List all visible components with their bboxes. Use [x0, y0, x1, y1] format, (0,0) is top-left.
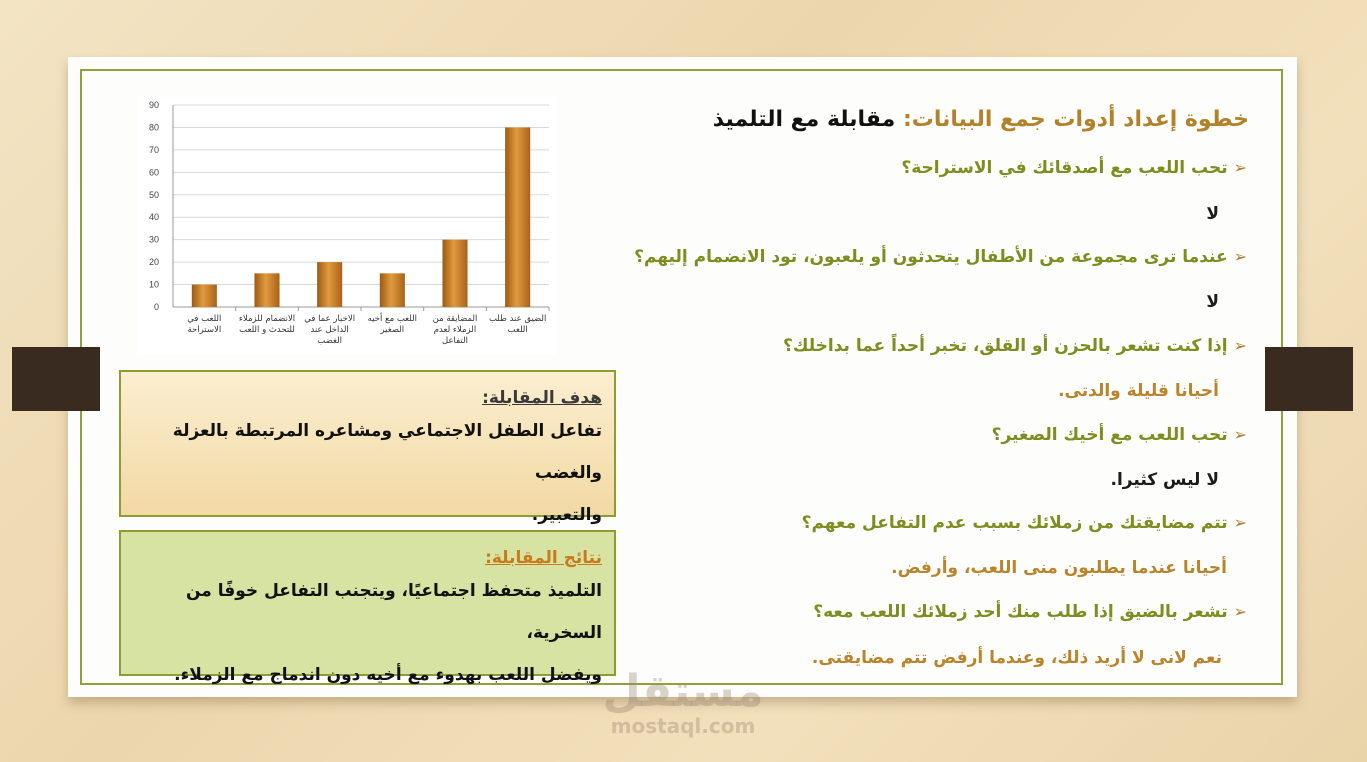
question-text: تتم مضايقتك من زملائك بسبب عدم التفاعل معهم؟	[801, 513, 1228, 533]
answer-1: لا	[1206, 204, 1219, 224]
question-text: عندما ترى مجموعة من الأطفال يتحدثون أو يلعبون، تود الانضمام إليهم؟	[634, 247, 1228, 267]
question-4	[992, 425, 1247, 445]
x-tick-label: الانضمام للزملاء	[238, 314, 296, 324]
results-title: نتائج المقابلة:	[485, 548, 602, 568]
arrow-bullet-icon: ➢	[1233, 602, 1247, 621]
results-box	[119, 530, 616, 685]
y-tick-label: 30	[148, 234, 159, 245]
bar	[254, 273, 279, 307]
arrow-bullet-icon: ➢	[1233, 513, 1247, 532]
answer-6: نعم لانى لا أريد ذلك، وعندما أرفض تتم مضايقتى.	[811, 648, 1222, 668]
x-tick-label: الغضب	[317, 336, 343, 346]
arrow-bullet-icon: ➢	[1233, 158, 1247, 177]
question-text: تحب اللعب مع أصدقائك في الاستراحة؟	[901, 158, 1228, 178]
x-tick-label: التفاعل	[442, 336, 468, 346]
x-tick-label: اللعب في	[187, 314, 222, 324]
y-tick-label: 0	[153, 302, 159, 312]
y-tick-label: 70	[148, 144, 159, 155]
results-line-1: التلميذ متحفظ اجتماعيًا، ويتجنب التفاعل خوفًا من السخرية،	[186, 581, 602, 643]
x-tick-label: الزملاء لعدم	[433, 325, 477, 335]
x-tick-label: الاخبار عما في	[304, 314, 356, 324]
bar	[442, 240, 467, 307]
question-2	[634, 247, 1247, 267]
goal-body	[133, 410, 602, 536]
question-1	[901, 158, 1247, 178]
question-text: تشعر بالضيق إذا طلب منك أحد زملائك اللعب معه؟	[813, 602, 1228, 622]
goal-title: هدف المقابلة:	[482, 388, 602, 408]
answer-5: أحيانا عندما يطلبون منى اللعب، وأرفض.	[891, 558, 1227, 578]
x-tick-label: اللعب	[507, 325, 528, 335]
y-tick-label: 50	[148, 189, 159, 200]
arrow-bullet-icon: ➢	[1233, 425, 1247, 444]
arrow-bullet-icon: ➢	[1233, 247, 1247, 266]
x-tick-label: الصغير	[380, 325, 405, 335]
y-tick-label: 10	[148, 279, 159, 290]
right-binder-tab	[1265, 347, 1353, 411]
y-tick-label: 40	[148, 212, 159, 223]
question-6	[813, 602, 1247, 622]
results-body	[133, 570, 602, 696]
question-text: إذا كنت تشعر بالحزن أو القلق، تخبر أحداً عما بداخلك؟	[783, 336, 1228, 356]
bar	[380, 273, 405, 307]
goal-line-2: والتعبير.	[531, 505, 602, 525]
answer-4: لا ليس كثيرا.	[1110, 470, 1219, 490]
bar	[192, 285, 217, 307]
x-tick-label: المضايقة من	[432, 314, 478, 324]
left-binder-tab	[12, 347, 100, 411]
x-tick-label: اللعب مع أخيه	[367, 314, 418, 324]
x-tick-label: الاستراحة	[187, 325, 222, 335]
goal-line-1: تفاعل الطفل الاجتماعي ومشاعره المرتبطة بالعزلة والغضب	[172, 421, 602, 483]
slide-heading	[713, 107, 1249, 132]
bar-chart	[137, 97, 557, 355]
watermark-arabic: مستقل	[602, 666, 764, 717]
bar-chart-svg	[137, 97, 557, 355]
question-5	[802, 513, 1247, 533]
watermark-logo	[598, 668, 768, 736]
x-tick-label: للتحدث و اللعب	[239, 325, 295, 335]
x-tick-label: الضيق عند طلب	[488, 314, 547, 324]
watermark-url: mostaql.com	[610, 714, 756, 738]
y-tick-label: 80	[148, 122, 159, 133]
results-line-2: ويفضل اللعب بهدوء مع أخيه دون اندماج مع الزملاء.	[174, 665, 602, 685]
y-tick-label: 60	[148, 167, 159, 178]
bar	[505, 127, 530, 307]
question-3	[783, 336, 1247, 356]
bar	[317, 262, 342, 307]
question-text: تحب اللعب مع أخيك الصغير؟	[991, 425, 1228, 445]
y-tick-label: 20	[148, 257, 159, 268]
goal-box	[119, 370, 616, 525]
y-tick-label: 90	[148, 100, 159, 110]
x-tick-label: الداخل عند	[310, 325, 349, 335]
heading-highlight: خطوة إعداد أدوات جمع البيانات:	[902, 107, 1249, 132]
heading-rest: مقابلة مع التلميذ	[712, 107, 896, 132]
arrow-bullet-icon: ➢	[1233, 336, 1247, 355]
answer-3: أحيانا قليلة والدتى.	[1058, 381, 1219, 401]
answer-2: لا	[1206, 292, 1219, 312]
